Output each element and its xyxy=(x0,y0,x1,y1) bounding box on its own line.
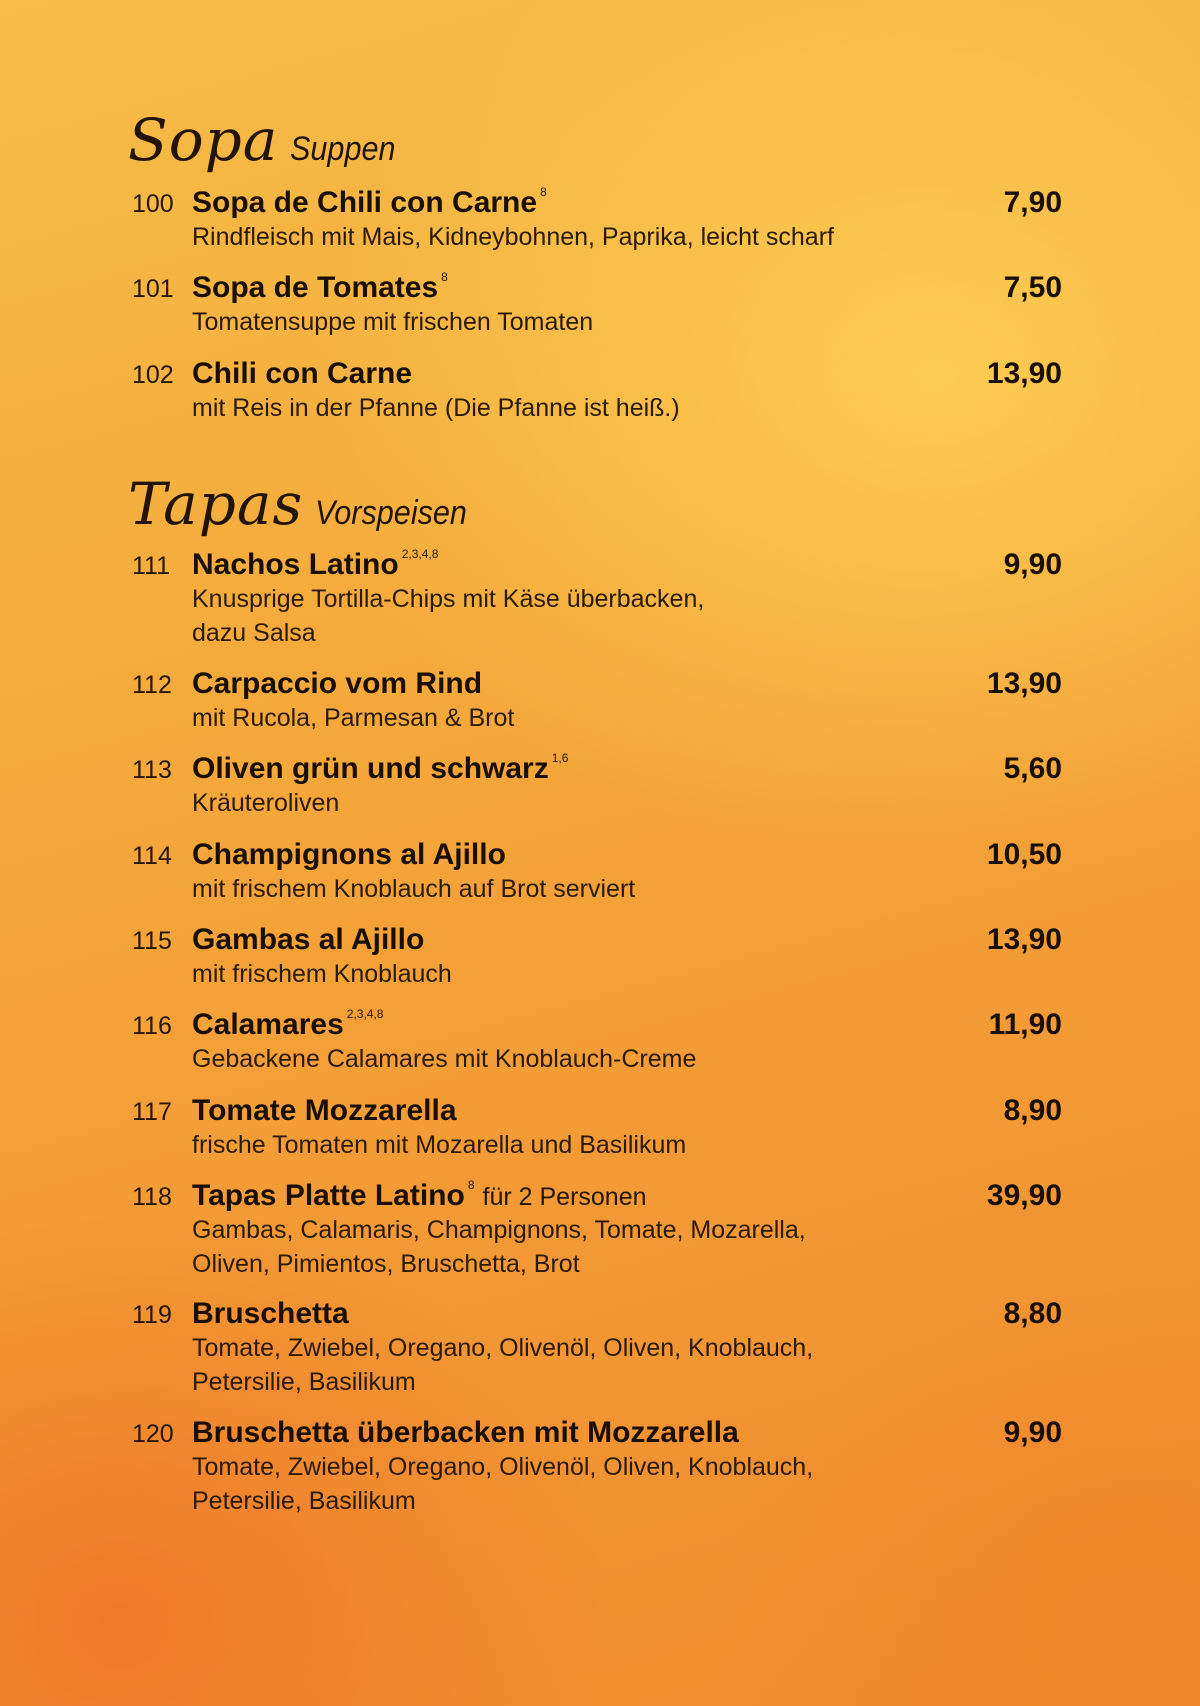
item-price: 7,90 xyxy=(1003,186,1062,219)
item-price: 7,50 xyxy=(1003,271,1062,304)
item-description: Petersilie, Basilikum xyxy=(192,1368,416,1396)
section-script-title: Tapas xyxy=(128,470,304,538)
section-subtitle: Vorspeisen xyxy=(315,494,468,532)
allergen-codes: 8 xyxy=(441,270,448,284)
item-price: 10,50 xyxy=(986,838,1062,871)
menu-item xyxy=(132,1094,1062,1162)
allergen-codes: 2,3,4,8 xyxy=(346,1007,384,1021)
item-description: Petersilie, Basilikum xyxy=(192,1487,416,1515)
item-name: Calamares xyxy=(192,1008,344,1041)
item-description: mit Reis in der Pfanne (Die Pfanne ist heiß.) xyxy=(192,394,680,422)
menu-item xyxy=(132,1008,1062,1076)
item-name: Chili con Carne xyxy=(192,357,413,390)
item-description: mit Rucola, Parmesan & Brot xyxy=(192,704,515,732)
item-name: Bruschetta überbacken mit Mozzarella xyxy=(192,1416,739,1449)
item-number: 112 xyxy=(132,671,172,699)
item-description: mit frischem Knoblauch auf Brot serviert xyxy=(192,875,636,903)
item-name: Tomate Mozzarella xyxy=(192,1094,457,1127)
allergen-codes: 1,6 xyxy=(551,751,569,765)
item-number: 102 xyxy=(132,361,174,389)
item-number: 100 xyxy=(132,190,174,218)
item-price: 9,90 xyxy=(1003,1416,1062,1449)
item-description: dazu Salsa xyxy=(192,619,316,647)
item-name: Gambas al Ajillo xyxy=(192,923,425,956)
item-description: Knusprige Tortilla-Chips mit Käse überbacken, xyxy=(192,585,705,613)
item-name: Bruschetta xyxy=(192,1297,349,1330)
item-number: 116 xyxy=(132,1012,172,1040)
section-heading-tapas xyxy=(128,470,484,538)
item-description: Tomate, Zwiebel, Oregano, Olivenöl, Oliven, Knoblauch, xyxy=(192,1453,814,1481)
menu-item xyxy=(132,1416,1062,1518)
item-number: 117 xyxy=(132,1098,172,1126)
item-price: 11,90 xyxy=(988,1008,1062,1041)
item-description: Oliven, Pimientos, Bruschetta, Brot xyxy=(192,1250,580,1278)
section-script-title: Sopa xyxy=(128,106,279,174)
item-description: Kräuteroliven xyxy=(192,789,340,817)
allergen-codes: 8 xyxy=(467,1178,475,1192)
menu-item xyxy=(132,186,1062,254)
item-description: Tomate, Zwiebel, Oregano, Olivenöl, Oliven, Knoblauch, xyxy=(192,1334,814,1362)
item-number: 111 xyxy=(132,552,171,580)
menu-item xyxy=(132,271,1062,339)
item-description: Gebackene Calamares mit Knoblauch-Creme xyxy=(192,1045,697,1073)
menu-item xyxy=(132,923,1062,991)
item-note: für 2 Personen xyxy=(482,1183,647,1211)
item-name: Tapas Platte Latino xyxy=(192,1179,465,1212)
item-description: frische Tomaten mit Mozarella und Basilikum xyxy=(192,1131,687,1159)
menu-item xyxy=(132,838,1062,906)
item-name: Oliven grün und schwarz xyxy=(192,752,549,785)
item-price: 13,90 xyxy=(986,923,1062,956)
allergen-codes: 2,3,4,8 xyxy=(401,547,439,561)
menu-item xyxy=(132,1179,1062,1281)
item-price: 5,60 xyxy=(1003,752,1062,785)
item-name: Champignons al Ajillo xyxy=(192,838,506,871)
item-number: 115 xyxy=(132,927,172,955)
item-name: Sopa de Tomates xyxy=(192,271,439,304)
item-description: Tomatensuppe mit frischen Tomaten xyxy=(192,308,594,336)
menu-item xyxy=(132,357,1062,425)
item-description: Rindfleisch mit Mais, Kidneybohnen, Paprika, leicht scharf xyxy=(192,223,834,251)
menu-item xyxy=(132,667,1062,735)
allergen-codes: 8 xyxy=(540,185,547,199)
item-name: Carpaccio vom Rind xyxy=(192,667,483,700)
item-price: 8,90 xyxy=(1003,1094,1062,1127)
item-number: 118 xyxy=(132,1183,172,1211)
item-name: Sopa de Chili con Carne xyxy=(192,186,538,219)
item-price: 39,90 xyxy=(986,1179,1062,1212)
menu-item xyxy=(132,752,1062,820)
item-description: Gambas, Calamaris, Champignons, Tomate, Mozarella, xyxy=(192,1216,806,1244)
item-number: 120 xyxy=(132,1420,174,1448)
menu-item xyxy=(132,548,1062,650)
item-name: Nachos Latino xyxy=(192,548,399,581)
item-number: 114 xyxy=(132,842,172,870)
item-price: 9,90 xyxy=(1003,548,1062,581)
item-price: 8,80 xyxy=(1003,1297,1062,1330)
item-number: 119 xyxy=(132,1301,172,1329)
item-price: 13,90 xyxy=(986,667,1062,700)
item-number: 113 xyxy=(132,756,172,784)
section-subtitle: Suppen xyxy=(290,130,396,168)
menu-item xyxy=(132,1297,1062,1399)
item-price: 13,90 xyxy=(986,357,1062,390)
item-number: 101 xyxy=(132,275,174,303)
item-description: mit frischem Knoblauch xyxy=(192,960,452,988)
section-heading-sopa xyxy=(128,106,408,174)
